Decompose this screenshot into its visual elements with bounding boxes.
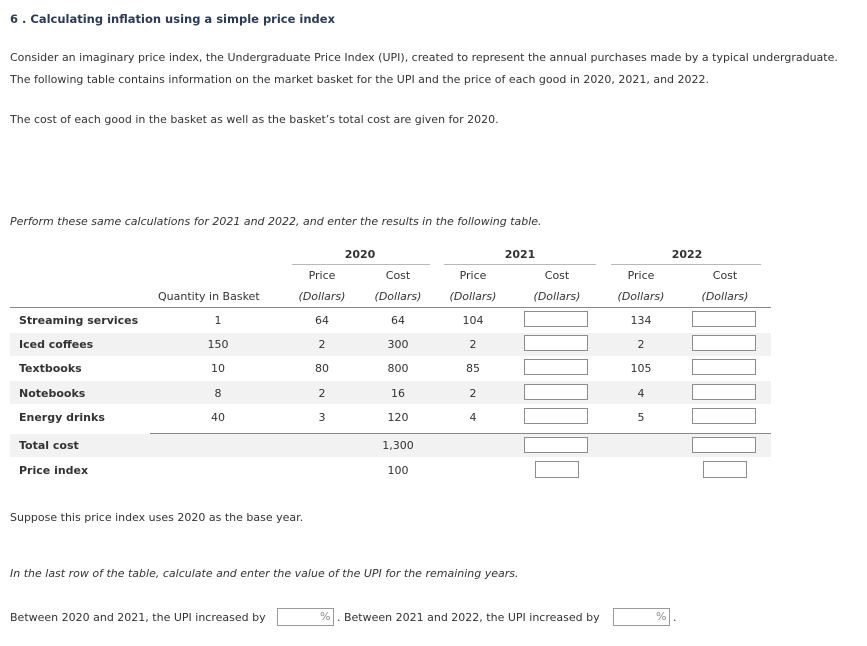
price-index-2021-input[interactable] — [535, 461, 579, 478]
cost-2020-cell: 300 — [387, 338, 409, 351]
cost-2020-cell: 64 — [391, 314, 405, 327]
cost-2022-input-streaming[interactable] — [692, 311, 756, 327]
row-label-iced-coffees: Iced coffees — [19, 338, 94, 351]
qty-cell: 10 — [211, 362, 225, 375]
cost-2021-input-iced-coffees[interactable] — [524, 335, 588, 351]
price-2022-cell: 4 — [637, 387, 645, 400]
last-row-instruction: In the last row of the table, calculate and enter the value of the UPI for the remaining years. — [10, 567, 519, 580]
price-2020-cell: 2 — [318, 387, 326, 400]
col-cost-2021: Cost — [544, 269, 570, 282]
header-rule — [10, 307, 771, 308]
total-cost-2021-input[interactable] — [524, 437, 588, 453]
price-2022-cell: 5 — [637, 411, 645, 424]
increase-text-1: Between 2020 and 2021, the UPI increased by — [10, 611, 266, 624]
year-header-2022: 2022 — [671, 248, 703, 261]
cost-2020-cell: 16 — [391, 387, 405, 400]
cost-2022-input-iced-coffees[interactable] — [692, 335, 756, 351]
period: . — [673, 611, 677, 624]
price-2021-cell: 85 — [466, 362, 480, 375]
cost-2021-input-textbooks[interactable] — [524, 359, 588, 375]
base-year-text: Suppose this price index uses 2020 as the base year. — [10, 511, 304, 524]
col-dollars: (Dollars) — [533, 290, 581, 303]
price-2021-cell: 2 — [469, 338, 477, 351]
col-dollars: (Dollars) — [374, 290, 422, 303]
qty-cell: 1 — [214, 314, 222, 327]
instruction-text: Perform these same calculations for 2021 and 2022, and enter the results in the following table. — [10, 215, 542, 228]
price-2022-cell: 2 — [637, 338, 645, 351]
cost-2021-input-notebooks[interactable] — [524, 384, 588, 400]
price-index-2022-input[interactable] — [703, 461, 747, 478]
price-2021-cell: 2 — [469, 387, 477, 400]
cost-2022-input-textbooks[interactable] — [692, 359, 756, 375]
col-dollars: (Dollars) — [701, 290, 749, 303]
qty-cell: 150 — [207, 338, 229, 351]
intro-text-1: Consider an imaginary price index, the Undergraduate Price Index (UPI), created to represent the annual purchases made by a typical undergraduate. — [10, 51, 838, 64]
cost-2020-cell: 800 — [387, 362, 409, 375]
row-label-total-cost: Total cost — [19, 439, 79, 452]
col-cost-2020: Cost — [385, 269, 411, 282]
cost-2022-input-energy-drinks[interactable] — [692, 408, 756, 424]
total-cost-2022-input[interactable] — [692, 437, 756, 453]
col-price-2022: Price — [627, 269, 655, 282]
col-dollars: (Dollars) — [617, 290, 665, 303]
question-title: 6 . Calculating inflation using a simple price index — [10, 12, 335, 26]
col-dollars: (Dollars) — [449, 290, 497, 303]
row-label-notebooks: Notebooks — [19, 387, 86, 400]
cost-2021-input-energy-drinks[interactable] — [524, 408, 588, 424]
cost-2022-input-notebooks[interactable] — [692, 384, 756, 400]
price-2022-cell: 105 — [630, 362, 652, 375]
price-index-2020: 100 — [387, 464, 409, 477]
percent-sign: % — [320, 610, 331, 623]
increase-text-2: . Between 2021 and 2022, the UPI increased by — [337, 611, 600, 624]
total-cost-2020: 1,300 — [382, 439, 414, 452]
col-cost-2022: Cost — [712, 269, 738, 282]
row-label-textbooks: Textbooks — [19, 362, 82, 375]
row-label-streaming: Streaming services — [19, 314, 139, 327]
intro-text-3: The cost of each good in the basket as well as the basket’s total cost are given for 2020. — [10, 113, 499, 126]
total-rule — [150, 433, 771, 434]
col-quantity: Quantity in Basket — [158, 290, 260, 303]
price-2022-cell: 134 — [630, 314, 652, 327]
col-price-2020: Price — [308, 269, 336, 282]
price-2020-cell: 2 — [318, 338, 326, 351]
price-2020-cell: 64 — [315, 314, 329, 327]
qty-cell: 8 — [214, 387, 222, 400]
col-price-2021: Price — [459, 269, 487, 282]
cost-2020-cell: 120 — [387, 411, 409, 424]
percent-sign: % — [656, 610, 667, 623]
price-2020-cell: 3 — [318, 411, 326, 424]
row-label-price-index: Price index — [19, 464, 89, 477]
year-header-2020: 2020 — [344, 248, 376, 261]
price-2020-cell: 80 — [315, 362, 329, 375]
year-rule-2022 — [611, 264, 761, 265]
col-dollars: (Dollars) — [298, 290, 346, 303]
price-2021-cell: 4 — [469, 411, 477, 424]
row-label-energy-drinks: Energy drinks — [19, 411, 105, 424]
price-2021-cell: 104 — [462, 314, 484, 327]
year-rule-2021 — [444, 264, 596, 265]
qty-cell: 40 — [211, 411, 225, 424]
cost-2021-input-streaming[interactable] — [524, 311, 588, 327]
year-header-2021: 2021 — [504, 248, 536, 261]
year-rule-2020 — [292, 264, 430, 265]
intro-text-2: The following table contains information on the market basket for the UPI and the price of each good in 2020, 2021, and 2022. — [10, 73, 710, 86]
